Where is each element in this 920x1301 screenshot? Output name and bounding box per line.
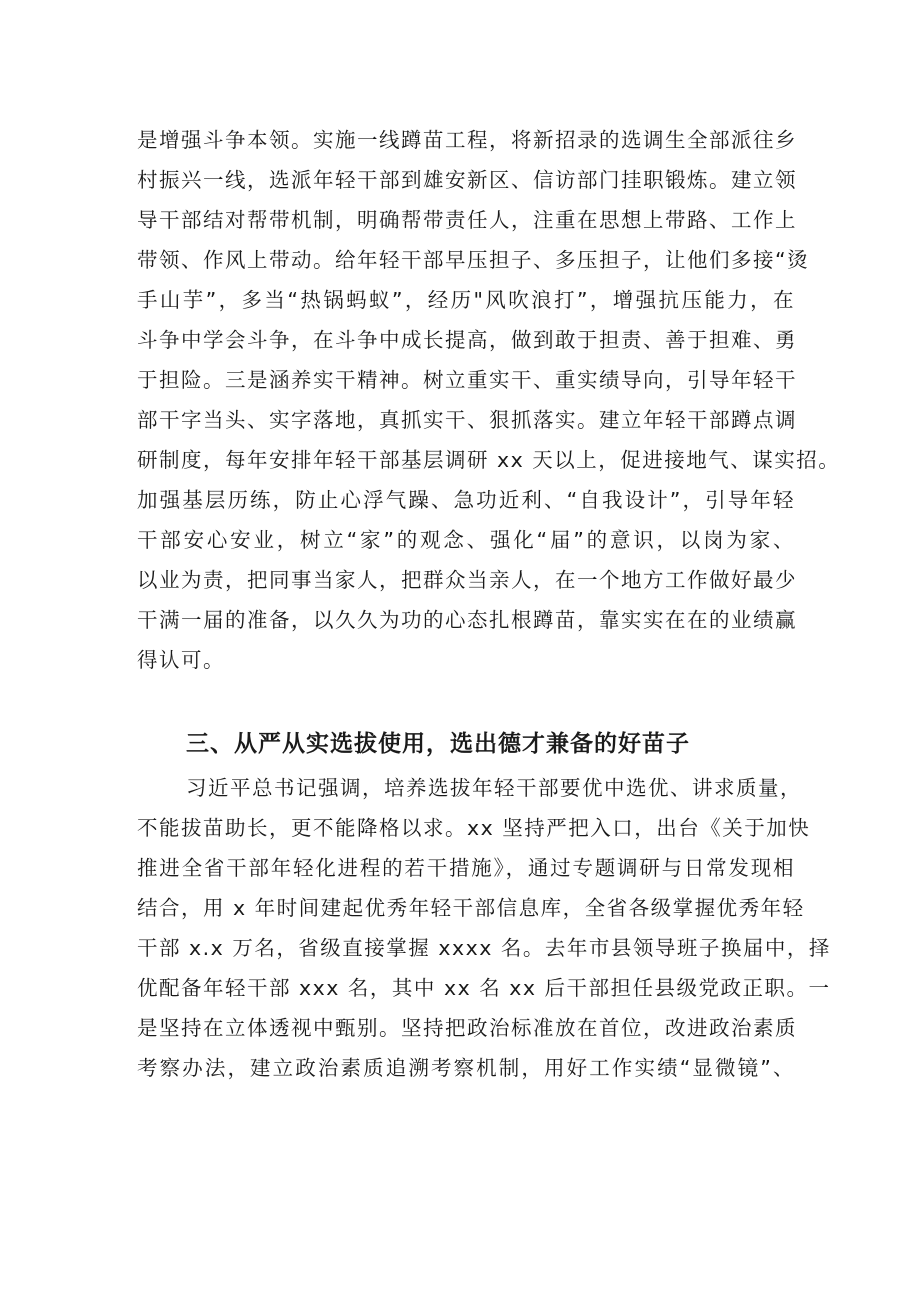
paragraph-1-line: 以业为责，把同事当家人，把群众当亲人，在一个地方工作做好最少 <box>137 568 797 592</box>
paragraph-2-line: 干部 x.x 万名，省级直接掌握 xxxx 名。去年市县领导班子换届中，择 <box>137 936 831 960</box>
paragraph-1-line: 导干部结对帮带机制，明确帮带责任人，注重在思想上带路、工作上 <box>137 208 797 232</box>
paragraph-1-line: 得认可。 <box>137 648 225 672</box>
paragraph-2 <box>137 768 831 1088</box>
paragraph-1-line: 带领、作风上带动。给年轻干部早压担子、多压担子，让他们多接“烫 <box>137 248 810 272</box>
paragraph-1-line: 斗争中学会斗争，在斗争中成长提高，做到敢于担责、善于担难、勇 <box>137 328 797 352</box>
paragraph-2-line: 是坚持在立体透视中甄别。坚持把政治标准放在首位，改进政治素质 <box>137 1016 797 1040</box>
paragraph-2-line: 不能拔苗助长，更不能降格以求。xx 坚持严把入口，出台《关于加快 <box>137 816 811 840</box>
paragraph-1-line: 研制度，每年安排年轻干部基层调研 xx 天以上，促进接地气、谋实招。 <box>137 448 841 472</box>
paragraph-2-line: 考察办法，建立政治素质追溯考察机制，用好工作实绩“显微镜”、 <box>137 1056 795 1080</box>
paragraph-1-line: 是增强斗争本领。实施一线蹲苗工程，将新招录的选调生全部派往乡 <box>137 128 797 152</box>
paragraph-1 <box>137 120 841 680</box>
paragraph-2-line: 习近平总书记强调，培养选拔年轻干部要优中选优、讲求质量， <box>186 776 802 800</box>
section-heading: 三、从严从实选拔使用，选出德才兼备的好苗子 <box>186 731 690 757</box>
paragraph-1-line: 村振兴一线，选派年轻干部到雄安新区、信访部门挂职锻炼。建立领 <box>137 168 797 192</box>
paragraph-2-line: 结合，用 x 年时间建起优秀年轻干部信息库，全省各级掌握优秀年轻 <box>137 896 805 920</box>
paragraph-2-line: 推进全省干部年轻化进程的若干措施》，通过专题调研与日常发现相 <box>137 856 795 880</box>
paragraph-1-line: 部干字当头、实字落地，真抓实干、狠抓落实。建立年轻干部蹲点调 <box>137 408 797 432</box>
paragraph-2-line: 优配备年轻干部 xxx 名，其中 xx 名 xx 后干部担任县级党政正职。一 <box>137 976 831 1000</box>
paragraph-1-line: 加强基层历练，防止心浮气躁、急功近利、“自我设计”，引导年轻 <box>137 488 795 512</box>
paragraph-1-line: 于担险。三是涵养实干精神。树立重实干、重实绩导向，引导年轻干 <box>137 368 797 392</box>
paragraph-1-line: 手山芋”，多当“热锅蚂蚁”，经历"风吹浪打”，增强抗压能力，在 <box>137 288 795 312</box>
paragraph-1-line: 干满一届的准备，以久久为功的心态扎根蹲苗，靠实实在在的业绩赢 <box>137 608 797 632</box>
paragraph-1-line: 干部安心安业，树立“家”的观念、强化“届”的意识，以岗为家、 <box>137 528 795 552</box>
